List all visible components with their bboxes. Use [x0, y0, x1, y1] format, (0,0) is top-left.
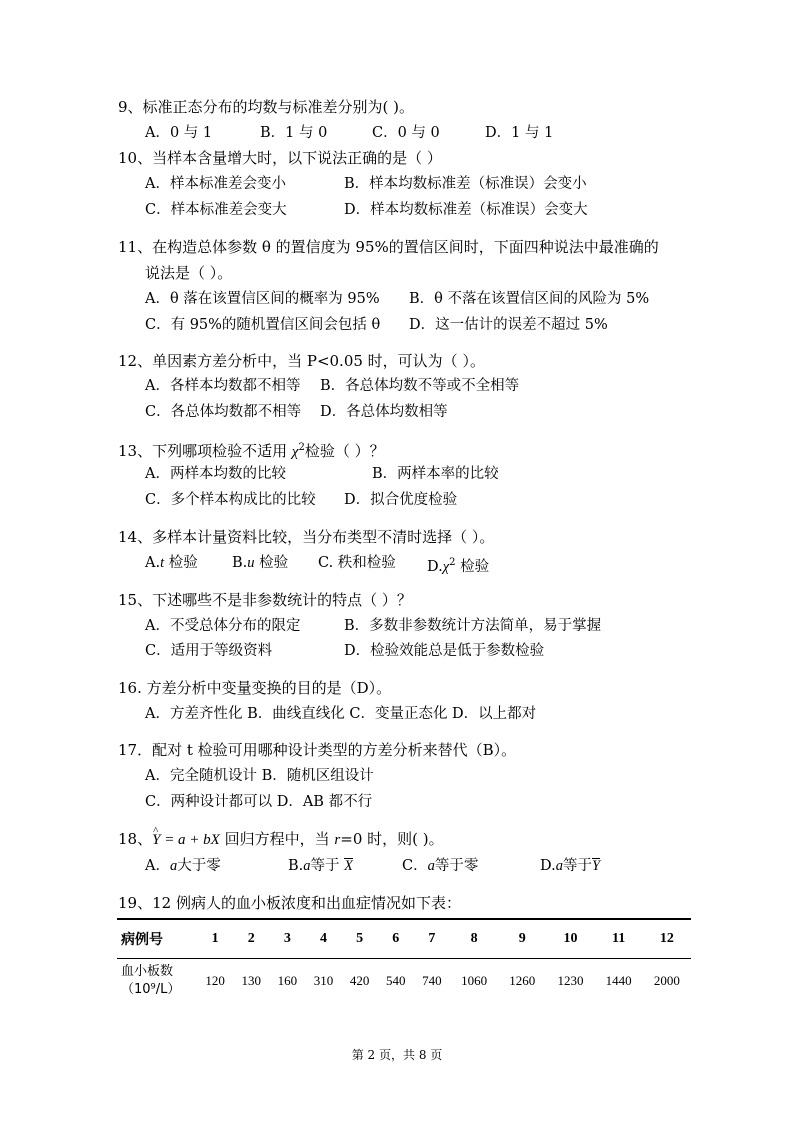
table-cell: 540 [386, 973, 406, 988]
question-11-stem-line2: 说法是（ ）。 [145, 264, 233, 282]
table-header-cell: 10 [546, 919, 594, 959]
q12-option-a: A．各样本均数都不相等 [145, 378, 301, 394]
y-hat-symbol: ^ Y [152, 830, 160, 850]
table-header-cell: 11 [595, 919, 643, 959]
question-12-stem: 12、单因素方差分析中，当 P<0.05 时，可认为（ ）。 [118, 352, 485, 370]
q10-option-a: A．样本标准差会变小 [145, 176, 286, 192]
table-header-cell: 5 [342, 919, 378, 959]
q12-option-c: C．各总体均数都不相等 [145, 404, 302, 420]
table-header-label: 病例号 [117, 919, 197, 959]
q14-option-b: B.u 检验 [232, 555, 289, 571]
table-cell: 740 [422, 973, 442, 988]
table-header-cell: 2 [233, 919, 269, 959]
q17-options-line1: A．完全随机设计 B．随机区组设计 [145, 768, 374, 784]
q18-option-d: D.a等于Y [540, 858, 601, 874]
table-header-cell: 8 [450, 919, 498, 959]
table-header-cell: 3 [269, 919, 305, 959]
q13-option-b: B．两样本率的比较 [372, 466, 499, 482]
table-row [117, 959, 691, 1004]
q12-option-d: D．各总体均数相等 [320, 404, 448, 420]
q9-option-d: D．1 与 1 [485, 125, 554, 141]
table-header-cell: 7 [414, 919, 450, 959]
q11-option-c: C．有 95%的随机置信区间会包括 θ [145, 317, 381, 333]
page-footer: 第 2 页，共 8 页 [351, 1048, 443, 1062]
q14-option-d: $D.\chi^2$ 检验 [427, 557, 490, 575]
table-cell: 1440 [605, 973, 632, 988]
platelet-table [117, 918, 691, 1003]
q13-option-a: A．两样本均数的比较 [145, 466, 286, 482]
table-header-cell: 12 [643, 919, 691, 959]
question-13-stem: 13、下列哪项检验不适用 $\chi^2$检验（ ）？ [118, 442, 385, 460]
chi-symbol: χ [291, 444, 299, 460]
q12-option-b: B．各总体均数不等或不全相等 [320, 378, 520, 394]
regression-equation: = a + bX [160, 832, 220, 848]
question-14-stem: 14、多样本计量资料比较，当分布类型不清时选择（ ）。 [118, 528, 495, 546]
table-cell: 310 [313, 973, 334, 988]
table-header-row [117, 919, 691, 959]
table-header-cell: 4 [305, 919, 341, 959]
question-15-stem: 15、下述哪些不是非参数统计的特点（ ）？ [118, 591, 412, 609]
table-cell: 120 [205, 973, 225, 988]
q13-option-c: C．多个样本构成比的比较 [145, 492, 316, 508]
y-bar-symbol: Y [591, 858, 601, 874]
table-header-cell: 1 [197, 919, 233, 959]
table-cell: 1230 [557, 973, 584, 988]
question-16-stem: 16. 方差分析中变量变换的目的是（D）。 [118, 679, 392, 697]
q10-option-c: C．样本标准差会变大 [145, 202, 287, 218]
q13-option-d: D．拟合优度检验 [344, 492, 458, 508]
question-10-stem: 10、当样本含量增大时，以下说法正确的是（ ） [118, 149, 442, 167]
table-header-cell: 6 [378, 919, 414, 959]
q10-option-b: B．样本均数标准差（标准误）会变小 [344, 176, 587, 192]
q14-option-c: C. 秩和检验 [318, 555, 396, 571]
q15-option-c: C．适用于等级资料 [145, 643, 273, 659]
q9-option-c: C．0 与 0 [372, 125, 440, 141]
q15-option-a: A．不受总体分布的限定 [145, 618, 301, 634]
table-cell: 160 [277, 973, 298, 988]
question-11-stem: 11、在构造总体参数 θ 的置信度为 95%的置信区间时，下面四种说法中最准确的 [118, 238, 659, 256]
table-cell: 2000 [653, 973, 680, 988]
q15-option-d: D．检验效能总是低于参数检验 [344, 643, 545, 659]
table-cell: 1260 [509, 973, 536, 988]
q15-option-b: B．多数非参数统计方法简单，易于掌握 [344, 618, 602, 634]
question-18-stem: 18、^ Y = a + bX 回归方程中，当 r=0 时，则( )。 [118, 829, 444, 850]
q9-option-b: B．1 与 0 [260, 125, 328, 141]
x-bar-symbol: X [344, 858, 353, 874]
q11-option-b: B．θ 不落在该置信区间的风险为 5% [409, 291, 650, 307]
table-row-label: 血小板数 （10⁹/L） [121, 964, 181, 997]
table-header-cell: 9 [498, 919, 546, 959]
q16-options: A．方差齐性化 B．曲线直线化 C．变量正态化 D．以上都对 [145, 706, 537, 722]
q18-option-b: B.a等于 X [288, 858, 353, 874]
q18-option-c: C．a等于零 [402, 858, 479, 874]
table-cell: 1060 [461, 973, 488, 988]
q17-options-line2: C．两种设计都可以 D．AB 都不行 [145, 794, 373, 810]
q18-option-a: A．a大于零 [145, 858, 221, 874]
question-19-stem: 19、12 例病人的血小板浓度和出血症情况如下表： [118, 894, 461, 912]
q9-option-a: A．0 与 1 [145, 125, 213, 141]
q10-option-d: D．样本均数标准差（标准误）会变大 [344, 202, 588, 218]
question-17-stem: 17．配对 t 检验可用哪种设计类型的方差分析来替代（B）。 [118, 741, 517, 759]
q11-option-a: A．θ 落在该置信区间的概率为 95% [145, 291, 380, 307]
q14-option-a: A.t 检验 [145, 555, 198, 571]
table-cell: 420 [349, 973, 370, 988]
q11-option-d: D．这一估计的误差不超过 5% [409, 317, 608, 333]
table-cell: 130 [241, 973, 261, 988]
question-9-stem: 9、标准正态分布的均数与标准差分别为( )。 [118, 98, 415, 116]
